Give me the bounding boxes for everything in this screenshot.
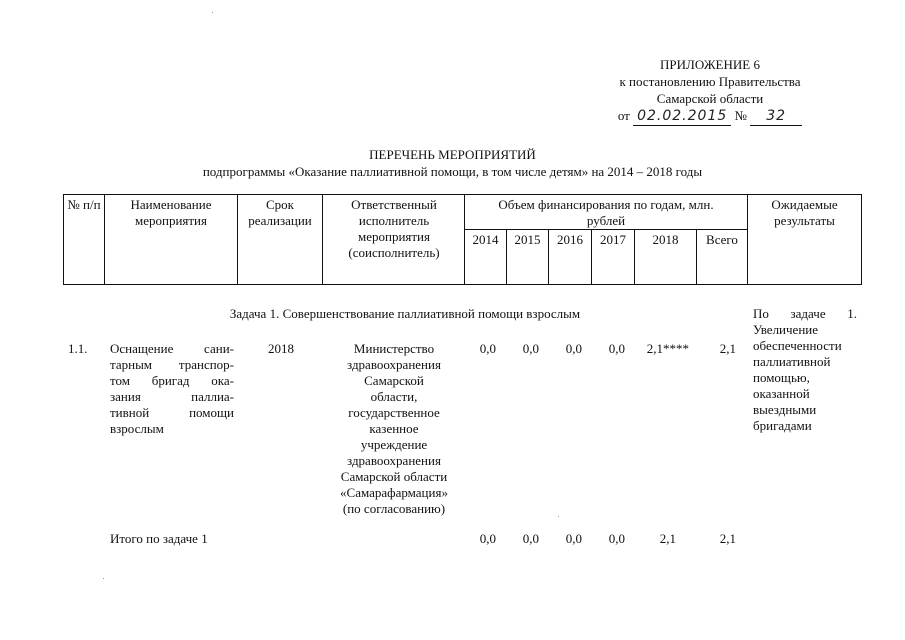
total-value-2014: 0,0 — [479, 531, 496, 546]
total-value-total: 2,1 — [719, 531, 736, 546]
header-bottom-border — [63, 284, 862, 285]
row-value-2015: 0,0 — [522, 341, 539, 356]
header-year-2016: 2016 — [557, 232, 583, 247]
executor-line: казенное — [369, 421, 419, 436]
header-executor: Ответственный исполнитель мероприятия (соисполнитель) — [348, 197, 440, 260]
task-result-line: паллиативной — [753, 354, 831, 369]
header-year-2014: 2014 — [472, 232, 499, 247]
task-result-line: обеспеченности — [753, 338, 842, 353]
header-year-2017: 2017 — [600, 232, 626, 247]
header-results: Ожидаемые результаты — [771, 197, 838, 228]
task-result-line: помощью, — [753, 370, 810, 385]
executor-line: Самарской — [364, 373, 424, 388]
appendix-block — [590, 56, 830, 126]
executor-line: «Самарафармация» — [340, 485, 448, 500]
executor-line: государственное — [348, 405, 440, 420]
executor-line: здравоохранения — [347, 357, 441, 372]
executor-line: (по согласованию) — [342, 501, 446, 516]
executor-line: здравоохранения — [347, 453, 441, 468]
header-year-2018: 2018 — [652, 232, 679, 247]
executor-line: Самарской области — [340, 469, 448, 484]
col-line — [63, 194, 64, 285]
col-line — [747, 194, 748, 285]
header-num: № п/п — [67, 197, 101, 212]
row-name-line: тарным транспор- — [110, 357, 234, 372]
document-title — [0, 146, 905, 180]
appendix-date-line — [590, 107, 830, 126]
executor-line: учреждение — [360, 437, 428, 452]
row-name-line: тивной помощи — [110, 405, 234, 420]
row-executor — [326, 341, 462, 517]
row-value-total: 2,1 — [719, 341, 736, 356]
appendix-title: ПРИЛОЖЕНИЕ 6 — [660, 57, 760, 72]
executor-line: Министерство — [353, 341, 435, 356]
task-result — [753, 306, 857, 434]
scan-speck — [558, 516, 559, 517]
title-line-1: ПЕРЕЧЕНЬ МЕРОПРИЯТИЙ — [369, 147, 536, 162]
number-label: № — [734, 108, 747, 123]
scan-speck — [103, 578, 104, 579]
row-value-2014: 0,0 — [479, 341, 496, 356]
scan-speck — [212, 12, 213, 13]
executor-line: области, — [370, 389, 418, 404]
col-line — [104, 194, 105, 285]
header-funding: Объем финансирования по годам, млн. рублей — [498, 197, 714, 228]
row-value-2018: 2,1**** — [646, 341, 689, 356]
row-name — [110, 341, 234, 437]
appendix-region: Самарской области — [656, 91, 764, 106]
row-name-line: зания паллиа- — [110, 389, 234, 404]
header-year-2015: 2015 — [514, 232, 541, 247]
row-name-line: взрослым — [110, 421, 164, 436]
col-line — [322, 194, 323, 285]
col-line — [861, 194, 862, 285]
row-number: 1.1. — [68, 341, 88, 356]
header-name: Наименование мероприятия — [130, 197, 212, 228]
total-value-2015: 0,0 — [522, 531, 539, 546]
task-title: Задача 1. Совершенствование паллиативной помощи взрослым — [229, 306, 581, 321]
row-value-2016: 0,0 — [565, 341, 582, 356]
task-result-line: выездными — [753, 402, 817, 417]
task-result-line: Увеличение — [753, 322, 819, 337]
task-result-line: По задаче 1. — [753, 306, 857, 321]
header-top-border — [63, 194, 862, 195]
decree-date: 02.02.2015 — [633, 108, 731, 126]
total-value-2017: 0,0 — [608, 531, 625, 546]
header-total: Всего — [706, 232, 738, 247]
total-label: Итого по задаче 1 — [110, 531, 208, 546]
task-result-line: оказанной — [753, 386, 810, 401]
row-value-2017: 0,0 — [608, 341, 625, 356]
from-label: от — [617, 108, 630, 123]
total-value-2016: 0,0 — [565, 531, 582, 546]
appendix-decree: к постановлению Правительства — [619, 74, 801, 89]
title-line-2: подпрограммы «Оказание паллиативной помощи, в том числе детям» на 2014 – 2018 годы — [202, 164, 703, 179]
task-result-line: бригадами — [753, 418, 812, 433]
col-line — [237, 194, 238, 285]
header-term: Срок реализации — [248, 197, 312, 228]
total-value-2018: 2,1 — [659, 531, 676, 546]
decree-number: 32 — [750, 108, 802, 126]
row-name-line: том бригад ока- — [110, 373, 234, 388]
row-term: 2018 — [268, 341, 294, 356]
row-name-line: Оснащение сани- — [110, 341, 234, 356]
